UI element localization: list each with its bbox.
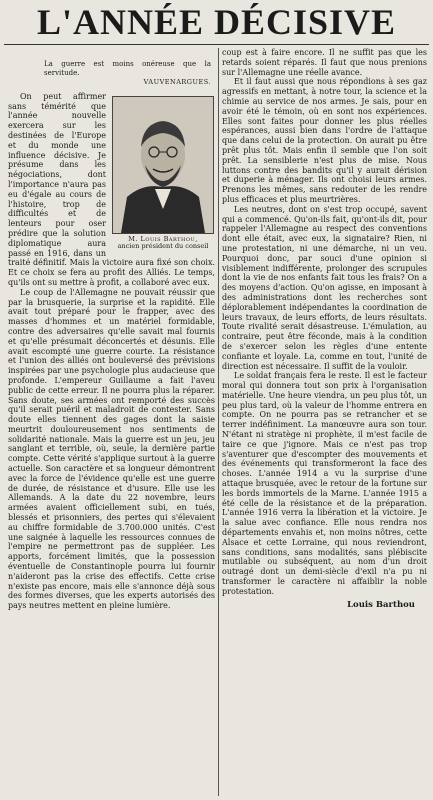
article-paragraph: Et il faut aussi que nous répondions à ses gaz agressifs en mettant, à notre tour, la science et la chimie au service de nos armes. Je sais, pour en avoir été le témoin, où en sont nos expériences. Elles sont faites pour donner les plus réelles espérances, aussi bien dans l'ordre de l'attaque que dans celui de la protection. On aurait pu être prêt plus tôt. Mais enfin il semble que l'on soit prêt. La sensiblerie n'est plus de mise. Nous luttons contre des bandits qu'il y aurait dérision et duperie à ménager. Ils ont choisi leurs armes. Prenons les mêmes, sans redouter de les rendre plus efficaces et plus meurtrières. bbox=[222, 77, 427, 204]
article-paragraph: coup est à faire encore. Il ne suffit pas que les retards soient réparés. Il faut que nous prenions sur l'Allemagne une réelle avance. bbox=[222, 48, 427, 77]
right-column bbox=[222, 48, 427, 796]
portrait-illustration bbox=[113, 97, 213, 233]
article-paragraph: On peut affirmer sans témérité que l'année nouvelle exercera sur les destinées de l'Europe et du monde une influence décisive. Je présume dans les négociations, dont l'importance n'aura pas eu d'égale au cours de l'histoire, trop de difficultés et de lenteurs pour oser prédire que la solution diplomatique aura passé en 1916, dans un traité définitif. Mais la victoire aura fixé son choix. Et ce choix se fera au profit des Alliés. Le temps, qu'ils ont su mettre à profit, a collaboré avec eux. bbox=[8, 91, 215, 287]
caption-role: ancien président du conseil bbox=[117, 242, 209, 251]
portrait-photo bbox=[112, 96, 214, 234]
article-paragraph: Le coup de l'Allemagne ne pouvait réussir que par la brusquerie, la surprise et la rapidité. Elle avait tout préparé pour le frapper, avec des masses d'hommes et un matériel formidable, contre des adversaires qu'elle savait mal fournis et qu'elle présumait déconcertés et désunis. Elle avait escompté une guerre courte. La résistance et l'union des alliés ont bouleversé des prévisions inspirées par une psychologie plus audacieuse que profonde. L'empereur Guillaume a fait l'aveu public de cette erreur. Il ne pourra plus la réparer. Sans doute, ses armées ont remporté des succès qu'il serait puéril et maladroit de contester. Sans doute elles tiennent des gages dont la saisie meurtrit douloureusement nos sentiments de solidarité nationale. Mais la guerre est un jeu, jeu sanglant et terrible, où, seule, la dernière partie compte. Cette vérité s'applique surtout à la guerre actuelle. Son caractère et sa longueur démontrent avec la force de l'évidence qu'elle est une guerre de durée, de résistance et d'usure. Elle use les Allemands. A la date du 22 novembre, leurs armées avaient officiellement subi, en tués, blessés et prisonniers, des pertes qui s'élevaient au chiffre formidable de 3.700.000 unités. C'est une saignée à laquelle les ressources connues de l'empire ne permettront pas de suppléer. Les apports, forcément limités, que la possession éventuelle de Constantinople pourra lui fournir n'aideront pas la crise des effectifs. Cette crise n'existe pas encore, mais elle s'annonce déjà sous des formes diverses, que les experts autorisés des pays neutres mettent en pleine lumière. bbox=[8, 287, 215, 611]
headline: L'ANNÉE DÉCISIVE bbox=[36, 2, 397, 42]
caption-name: M. Louis Barthou, bbox=[128, 234, 198, 243]
epigraph-author: VAUVENARGUES. bbox=[143, 78, 211, 86]
signature: Louis Barthou bbox=[347, 599, 415, 610]
epigraph: La guerre est moins onéreuse que la servitude. bbox=[44, 60, 211, 77]
article-paragraph: Les neutres, dont on s'est trop occupé, savent qui a commencé. Qu'on-ils fait, qu'ont-ils dit, pour rappeler l'Allemagne au respect des conventions dont elle était, avec eux, la signataire? Rien, ni une protestation, ni une démarche, ni un veu. Pourquoi donc, par souci d'une opinion si visiblement indifférente, prolonger des scrupules dont la vie de nos enfants fait tous les frais? On a des moyens d'action. Qu'on agisse, en imposant à des administrations dont les recherches sont déplorablement indépendantes la coordination de leurs travaux, de leurs efforts, de leurs résultats. Toute rivalité serait désastreuse. L'émulation, au contraire, peut être féconde, mais à la condition de s'exercer selon les règles d'une entente confiante et loyale. La, comme en tout, l'unité de direction est nécessaire. Il suffit de la vouloir. bbox=[222, 204, 427, 371]
portrait-caption bbox=[111, 236, 215, 251]
column-divider bbox=[218, 48, 219, 796]
headline-rule bbox=[4, 44, 429, 45]
portrait-figure bbox=[111, 96, 215, 251]
article-paragraph: Le soldat français fera le reste. Il est le facteur moral qui donnera tout son prix à l'organisation matérielle. Une heure viendra, un peu plus tôt, un peu plus tard, où la valeur de l'homme entrera en compte. On ne pourra pas se retrancher et se terrer indéfiniment. La manœuvre aura son tour. N'étant ni stratège ni prophète, il m'est facile de taire ce que j'ignore. Mais ce n'est pas trop s'aventurer que d'escompter des mouvements et des événements qui transformeront la face des choses. L'année 1914 a vu la surprise d'une attaque brusquée, avec le retour de la fortune sur les bords immortels de la Marne. L'année 1915 a été celle de la résistance et de la préparation. L'année 1916 verra la libération et la victoire. Je la salue avec confiance. Elle nous rendra nos départements envahis et, non moins nôtres, cette Alsace et cette Lorraine, qui nous reviendront, sans conditions, sans modalités, sans plébiscite mutilable ou subséquent, au nom d'un droit outragé dont un demi-siècle d'exil n'a pu ni transformer le caractère ni affaiblir la noble protestation. bbox=[222, 371, 427, 596]
left-column bbox=[8, 48, 215, 796]
